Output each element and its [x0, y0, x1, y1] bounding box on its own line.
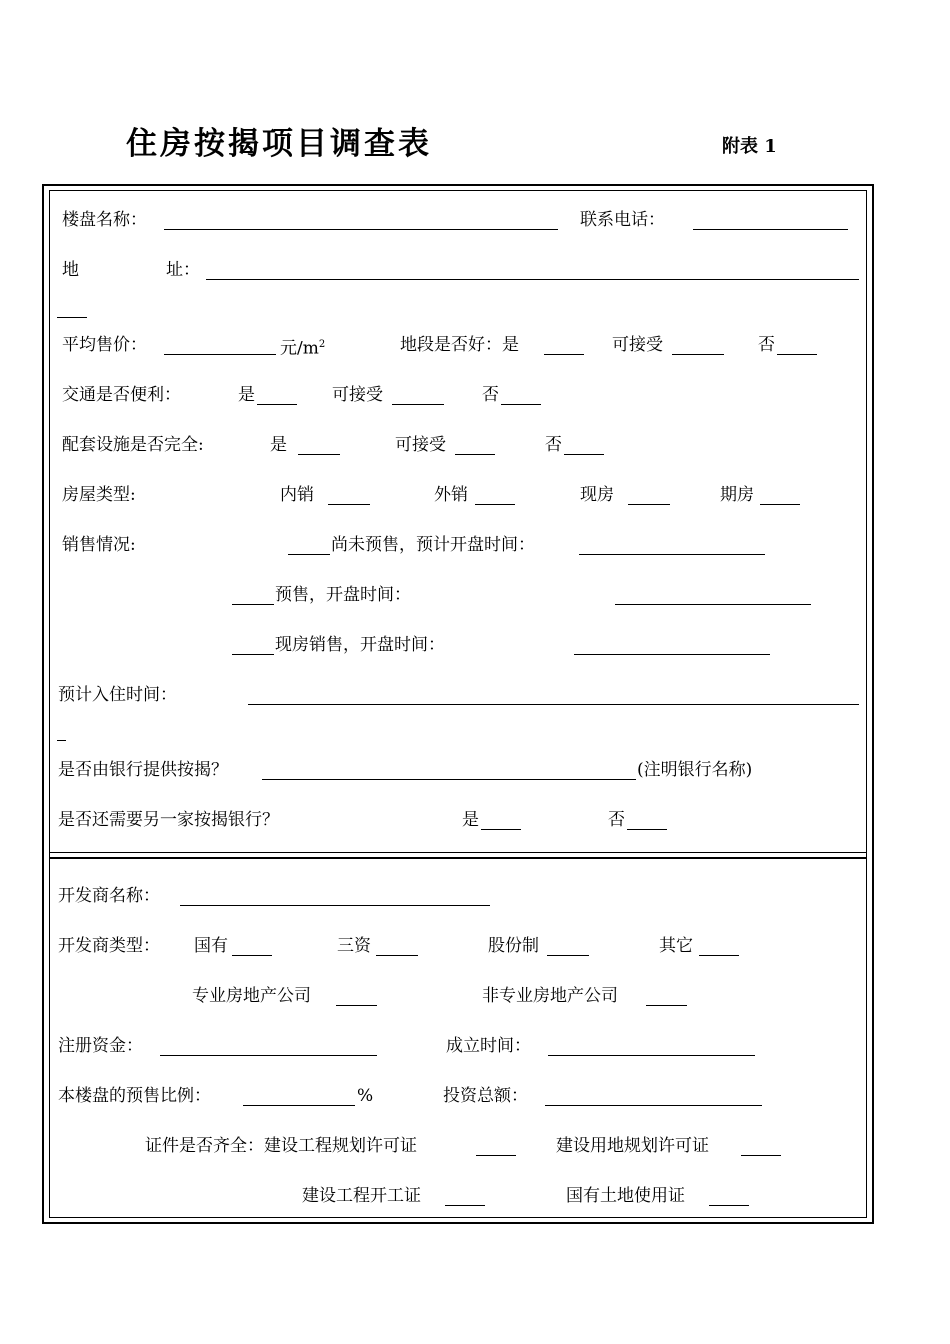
property-name-label: 楼盘名称： — [62, 210, 147, 230]
house-type-ready-field[interactable] — [628, 504, 670, 505]
sales-ready-label: 现房销售，开盘时间： — [275, 635, 445, 655]
sales-presale-label: 预售，开盘时间： — [275, 585, 411, 605]
house-type-domestic-field[interactable] — [328, 504, 370, 505]
investment-label: 投资总额： — [443, 1086, 528, 1106]
bank-note: (注明银行名称) — [637, 760, 753, 780]
developer-type-share-field[interactable] — [547, 955, 589, 956]
traffic-yes-field[interactable] — [257, 404, 297, 405]
second-bank-no-field[interactable] — [627, 829, 667, 830]
location-no-field[interactable] — [777, 354, 817, 355]
cert-start-label: 建设工程开工证 — [302, 1186, 421, 1206]
facility-yes-field[interactable] — [298, 454, 340, 455]
investment-field[interactable] — [545, 1105, 762, 1106]
second-bank-yes-label: 是 — [462, 810, 479, 830]
phone-field[interactable] — [693, 229, 848, 230]
address-label-b: 址： — [166, 260, 200, 280]
cert-landuse-label: 国有土地使用证 — [566, 1186, 685, 1206]
house-type-foreign-field[interactable] — [475, 504, 515, 505]
section-divider-bold — [49, 857, 867, 859]
section-divider — [49, 852, 867, 853]
second-bank-yes-field[interactable] — [481, 829, 521, 830]
developer-type-other: 其它 — [659, 936, 693, 956]
house-type-future-field[interactable] — [760, 504, 800, 505]
developer-type-pro-field[interactable] — [336, 1005, 377, 1006]
sales-ready-date-field[interactable] — [574, 654, 770, 655]
movein-label: 预计入住时间： — [58, 685, 177, 705]
sales-unsold-date-field[interactable] — [579, 554, 765, 555]
developer-type-other-field[interactable] — [699, 955, 739, 956]
price-label: 平均售价： — [62, 335, 147, 355]
developer-type-nonpro-field[interactable] — [646, 1005, 687, 1006]
bank-name-field[interactable] — [262, 779, 636, 780]
presale-ratio-field[interactable] — [243, 1105, 355, 1106]
address-field[interactable] — [206, 279, 859, 280]
house-type-domestic: 内销 — [280, 485, 314, 505]
second-bank-no-label: 否 — [608, 810, 625, 830]
developer-type-pro: 专业房地产公司 — [192, 986, 311, 1006]
facility-yes-label: 是 — [270, 435, 287, 455]
second-bank-label: 是否还需要另一家按揭银行？ — [58, 810, 279, 830]
sales-presale-date-field[interactable] — [615, 604, 811, 605]
presale-ratio-label: 本楼盘的预售比例： — [58, 1086, 211, 1106]
facility-ok-label: 可接受 — [395, 435, 446, 455]
location-no-label: 否 — [758, 335, 775, 355]
cert-planning-field[interactable] — [476, 1155, 516, 1156]
sales-unsold-check[interactable] — [288, 554, 330, 555]
traffic-label: 交通是否便利： — [62, 385, 181, 405]
developer-type-share: 股份制 — [488, 936, 539, 956]
sales-ready-check[interactable] — [232, 654, 274, 655]
developer-name-field[interactable] — [180, 905, 490, 906]
cert-land-field[interactable] — [741, 1155, 781, 1156]
appendix-tag: 附表 1 — [722, 136, 777, 157]
location-ok-field[interactable] — [672, 354, 724, 355]
house-type-ready: 现房 — [580, 485, 614, 505]
developer-type-state-field[interactable] — [232, 955, 272, 956]
developer-type-foreign-field[interactable] — [376, 955, 418, 956]
developer-type-nonpro: 非专业房地产公司 — [482, 986, 618, 1006]
bank-label: 是否由银行提供按揭？ — [58, 760, 228, 780]
sales-label: 销售情况: — [62, 535, 136, 555]
traffic-ok-field[interactable] — [392, 404, 444, 405]
developer-type-label: 开发商类型： — [58, 936, 160, 956]
capital-label: 注册资金： — [58, 1036, 143, 1056]
form-title: 住房按揭项目调查表 — [126, 126, 432, 162]
developer-type-state: 国有 — [194, 936, 228, 956]
traffic-no-field[interactable] — [501, 404, 541, 405]
address-field-continued[interactable] — [57, 317, 87, 318]
facility-no-field[interactable] — [564, 454, 604, 455]
developer-name-label: 开发商名称： — [58, 886, 160, 906]
cert-land-label: 建设用地规划许可证 — [556, 1136, 709, 1156]
facility-label: 配套设施是否完全: — [62, 435, 204, 455]
location-label: 地段是否好：是 — [400, 335, 519, 355]
facility-ok-field[interactable] — [455, 454, 495, 455]
phone-label: 联系电话： — [580, 210, 665, 230]
sales-unsold-label: 尚未预售，预计开盘时间： — [331, 535, 535, 555]
address-label-a: 地 — [62, 260, 79, 280]
movein-field[interactable] — [248, 704, 859, 705]
sales-presale-check[interactable] — [232, 604, 274, 605]
price-unit: 元$/m^2$ — [280, 338, 326, 359]
house-type-label: 房屋类型: — [62, 485, 136, 505]
developer-type-foreign: 三资 — [337, 936, 371, 956]
founded-label: 成立时间： — [446, 1036, 531, 1056]
cert-start-field[interactable] — [445, 1205, 485, 1206]
founded-field[interactable] — [548, 1055, 755, 1056]
house-type-foreign: 外销 — [434, 485, 468, 505]
house-type-future: 期房 — [720, 485, 754, 505]
facility-no-label: 否 — [545, 435, 562, 455]
traffic-ok-label: 可接受 — [332, 385, 383, 405]
presale-ratio-unit: % — [357, 1086, 374, 1106]
location-ok-label: 可接受 — [612, 335, 663, 355]
property-name-field[interactable] — [164, 229, 558, 230]
location-yes-field[interactable] — [544, 354, 584, 355]
price-field[interactable] — [164, 354, 276, 355]
traffic-no-label: 否 — [482, 385, 499, 405]
traffic-yes-label: 是 — [238, 385, 255, 405]
capital-field[interactable] — [160, 1055, 377, 1056]
certificates-label: 证件是否齐全：建设工程规划许可证 — [145, 1136, 417, 1156]
cert-landuse-field[interactable] — [709, 1205, 749, 1206]
movein-field-continued[interactable] — [57, 740, 66, 741]
